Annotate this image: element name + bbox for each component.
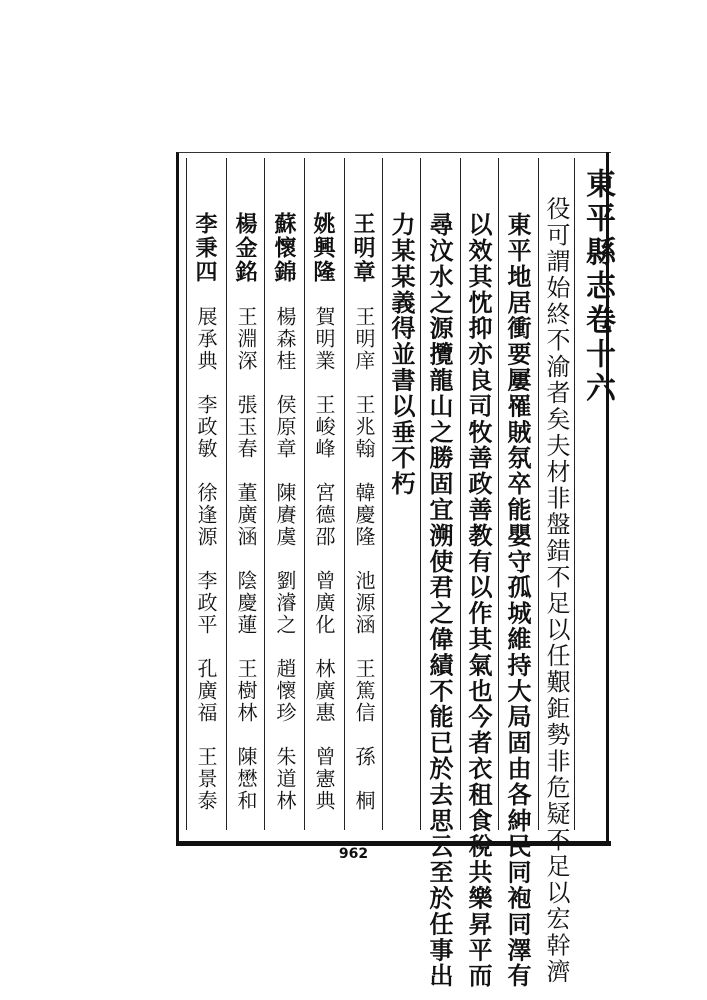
name-entry: 王淵深 xyxy=(234,306,258,372)
name-entry: 陳賡虞 xyxy=(273,482,297,548)
name-entry: 林廣惠 xyxy=(312,658,336,724)
name-entry: 孔廣福 xyxy=(194,658,218,724)
name-entry: 李政敏 xyxy=(194,394,218,460)
name-entry: 董廣涵 xyxy=(234,482,258,548)
column-rule xyxy=(186,158,187,830)
name-entry: 韓慶隆 xyxy=(352,482,376,548)
name-entry: 曾廣化 xyxy=(312,570,336,636)
name-entry: 展承典 xyxy=(194,306,218,372)
name-column-5 xyxy=(194,212,216,812)
name-entry: 楊金銘 xyxy=(232,212,258,284)
name-entry: 朱道林 xyxy=(273,746,297,812)
name-column-1 xyxy=(352,212,374,812)
name-entry: 張玉春 xyxy=(234,394,258,460)
name-entry: 王樹林 xyxy=(234,658,258,724)
name-entry: 賀明業 xyxy=(312,306,336,372)
name-entry: 蘇懷錦 xyxy=(271,212,297,284)
text-column-1: 役可謂始終不渝者矣夫材非盤錯不足以任艱鉅勢非危疑不足以宏幹濟 xyxy=(542,196,570,985)
name-entry: 王峻峰 xyxy=(312,394,336,460)
name-entry: 宮德邵 xyxy=(312,482,336,548)
column-rule xyxy=(420,158,421,830)
name-entry: 侯原章 xyxy=(273,394,297,460)
column-rule xyxy=(498,158,499,830)
name-column-2 xyxy=(312,212,334,812)
text-column-4: 尋汶水之源攬龍山之勝固宜溯使君之偉績不能已於去思云至於任事出 xyxy=(425,212,454,989)
name-entry: 劉濬之 xyxy=(273,570,297,636)
column-rule xyxy=(344,158,345,830)
name-entry: 池源涵 xyxy=(352,570,376,636)
name-entry: 陳懋和 xyxy=(234,746,258,812)
name-entry: 王篤信 xyxy=(352,658,376,724)
name-entry: 王明章 xyxy=(350,212,376,284)
column-rule xyxy=(382,158,383,830)
name-entry: 李政平 xyxy=(194,570,218,636)
column-rule xyxy=(574,158,575,830)
page-number: 962 xyxy=(338,846,369,862)
name-entry: 王兆翰 xyxy=(352,394,376,460)
name-entry: 姚興隆 xyxy=(310,212,336,284)
column-rule xyxy=(304,158,305,830)
name-entry: 徐逢源 xyxy=(194,482,218,548)
name-entry: 王明庠 xyxy=(352,306,376,372)
name-entry: 曾憲典 xyxy=(312,746,336,812)
name-entry: 楊森桂 xyxy=(273,306,297,372)
book-title: 東平縣志卷十六 xyxy=(580,168,615,406)
name-entry: 李秉四 xyxy=(192,212,218,284)
column-rule xyxy=(226,158,227,830)
name-column-4 xyxy=(234,212,256,812)
name-entry: 孫 桐 xyxy=(352,746,376,812)
column-rule xyxy=(460,158,461,830)
text-column-2: 東平地居衝要屢罹賊氛卒能嬰守孤城維持大局固由各紳民同袍同澤有 xyxy=(503,212,532,989)
text-column-5: 力某某義得並書以垂不朽 xyxy=(387,212,416,497)
name-entry: 王景泰 xyxy=(194,746,218,812)
text-column-3: 以效其忱抑亦良司牧善政善教有以作其氣也今者衣租食稅共樂昇平而 xyxy=(464,212,493,989)
name-column-3 xyxy=(273,212,295,812)
name-entry: 陰慶蓮 xyxy=(234,570,258,636)
name-entry: 趙懷珍 xyxy=(273,658,297,724)
column-rule xyxy=(264,158,265,830)
column-rule xyxy=(538,158,539,830)
